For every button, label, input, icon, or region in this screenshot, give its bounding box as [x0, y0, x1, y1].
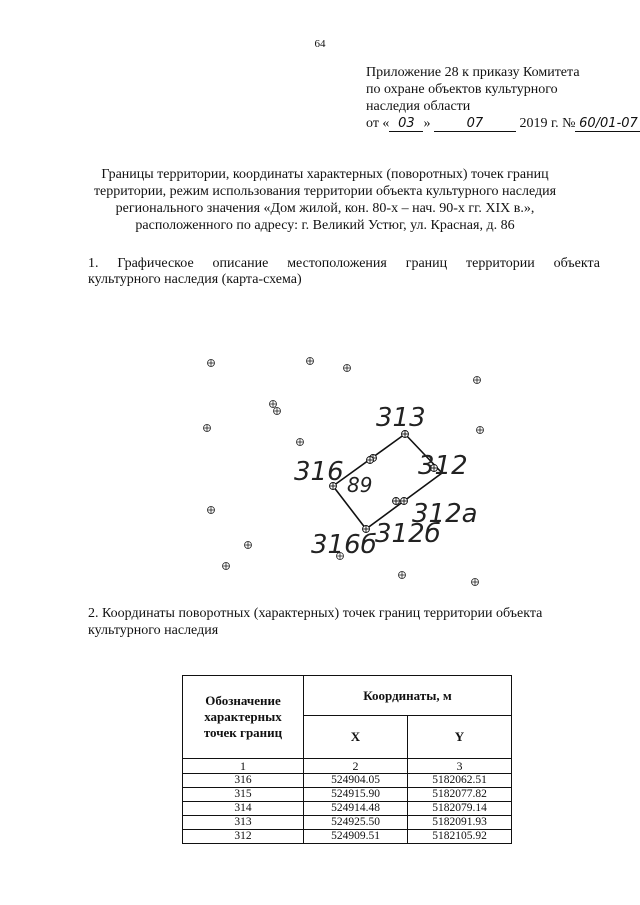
cell-point: 315 [183, 788, 304, 802]
survey-mark [472, 579, 479, 586]
date-day: 03 [389, 117, 423, 132]
section-2-heading [88, 605, 542, 639]
survey-mark [274, 408, 281, 415]
boundary-map [190, 308, 510, 598]
survey-mark [474, 377, 481, 384]
cell-x: 524925.50 [304, 816, 408, 830]
survey-mark [208, 360, 215, 367]
survey-mark [223, 563, 230, 570]
header-y: Y [408, 716, 512, 759]
survey-mark [477, 427, 484, 434]
survey-mark [245, 542, 252, 549]
cell-point: 313 [183, 816, 304, 830]
column-number: 2 [304, 759, 408, 774]
appendix-line-2: по охране объектов культурного [366, 82, 558, 97]
table-row [183, 830, 512, 844]
table-row [183, 788, 512, 802]
vertex-312a [401, 498, 408, 505]
survey-mark [344, 365, 351, 372]
cell-y: 5182091.93 [408, 816, 512, 830]
column-number: 3 [408, 759, 512, 774]
survey-mark [307, 358, 314, 365]
vertex-314 [367, 457, 374, 464]
cell-point: 316 [183, 774, 304, 788]
cell-point: 314 [183, 802, 304, 816]
order-number: 60/01-07 [575, 117, 640, 132]
table-row [183, 774, 512, 788]
column-number: 1 [183, 759, 304, 774]
appendix-date-line [366, 115, 640, 132]
point-label-312a: 312a [412, 499, 478, 529]
section-1-heading-line-2: культурного наследия (карта-схема) [88, 272, 302, 287]
cell-point: 312 [183, 830, 304, 844]
cell-y: 5182079.14 [408, 802, 512, 816]
cell-x: 524915.90 [304, 788, 408, 802]
survey-mark [399, 572, 406, 579]
date-year: 2019 г. № [519, 116, 576, 131]
coordinates-table [182, 675, 512, 844]
lot-label: 89 [347, 473, 373, 497]
date-mid: » [423, 116, 431, 131]
cell-y: 5182105.92 [408, 830, 512, 844]
survey-mark [297, 439, 304, 446]
document-title: Границы территории, координаты характерных (поворотных) точек границ территории, режим использования территории объекта культурного наследия регионального значения «Дом жилой, кон. 80-х – нач. 90-х гг. XIX в.», расположенного по адресу: г. Великий Устюг, ул. Красная, д. 86 [93, 167, 557, 233]
header-x: X [304, 716, 408, 759]
cell-y: 5182062.51 [408, 774, 512, 788]
section-2-line-2: культурного наследия [88, 623, 219, 638]
header-point-designation: Обозначение характерных точек границ [183, 676, 304, 759]
appendix-line-3: наследия области [366, 99, 471, 114]
table-row [183, 816, 512, 830]
vertex-312b [393, 498, 400, 505]
point-label-312: 312 [418, 451, 468, 481]
date-month: 07 [434, 117, 516, 132]
point-label-316: 316 [294, 457, 344, 487]
page-number: 64 [314, 38, 326, 50]
section-2-line-1: 2. Координаты поворотных (характерных) точек границ территории объекта [88, 606, 543, 621]
cell-x: 524904.05 [304, 774, 408, 788]
appendix-header [366, 64, 640, 132]
cell-x: 524914.48 [304, 802, 408, 816]
point-label-312b: 312б [375, 519, 441, 549]
section-1-heading: 1. Графическое описание местоположения границ территории объекта [88, 256, 600, 271]
survey-mark [208, 507, 215, 514]
appendix-line-1: Приложение 28 к приказу Комитета [366, 65, 580, 80]
cell-x: 524909.51 [304, 830, 408, 844]
survey-mark [270, 401, 277, 408]
point-label-313: 313 [376, 403, 426, 433]
survey-mark [204, 425, 211, 432]
table-row [183, 802, 512, 816]
column-number-row [183, 759, 512, 774]
date-prefix: от « [366, 116, 390, 131]
header-coordinates: Координаты, м [304, 676, 512, 716]
cell-y: 5182077.82 [408, 788, 512, 802]
point-label-316b: 316б [311, 530, 377, 560]
